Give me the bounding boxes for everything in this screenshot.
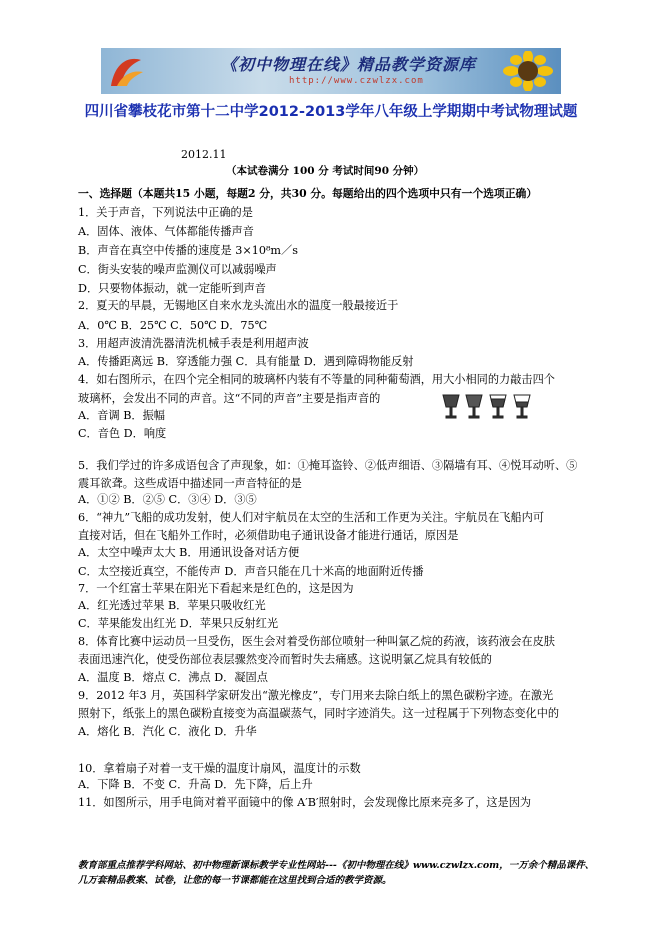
question-line: A．传播距离远 B．穿透能力强 C．具有能量 D．遇到障碍物能反射: [78, 355, 414, 368]
question-line: 4．如右图所示，在四个完全相同的玻璃杯内装有不等量的同种葡萄酒，用大小相同的力敲击四个: [78, 373, 555, 386]
banner-url[interactable]: http://www.czwlzx.com: [289, 76, 424, 86]
question-line: 1．关于声音，下列说法中正确的是: [78, 206, 253, 219]
question-line: 2．夏天的早晨，无锡地区自来水龙头流出水的温度一般最接近于: [78, 299, 399, 312]
question-line: A．0℃ B．25℃ C．50℃ D．75℃: [78, 319, 268, 332]
question-line: 11．如图所示，用手电筒对着平面镜中的像 A′B′照射时，会发现像比原来亮多了，这是因为: [78, 796, 532, 809]
question-line: 直接对话，但在飞船外工作时，必须借助电子通讯设备才能进行通话，原因是: [78, 529, 459, 542]
question-line: C．音色 D．响度: [78, 427, 167, 440]
question-line: A．音调 B．振幅: [78, 409, 165, 422]
question-line: C．街头安装的噪声监测仪可以减弱噪声: [78, 263, 277, 276]
question-line: A．太空中噪声太大 B．用通讯设备对话方便: [78, 546, 300, 559]
document-title: 四川省攀枝花市第十二中学2012-2013学年八年级上学期期中考试物理试题: [84, 104, 578, 120]
question-line: 3．用超声波清洗器清洗机械手表是利用超声波: [78, 337, 309, 350]
question-line: A．温度 B．熔点 C．沸点 D．凝固点: [78, 671, 268, 684]
question-line: 8．体育比赛中运动员一旦受伤，医生会对着受伤部位喷射一种叫氯乙烷的药液，该药液会在皮肤: [78, 635, 555, 648]
question-line: 7．一个红富士苹果在阳光下看起来是红色的，这是因为: [78, 582, 354, 595]
question-line: C．苹果能发出红光 D．苹果只反射红光: [78, 617, 279, 630]
question-line: 5．我们学过的许多成语包含了声现象，如：①掩耳盗铃、②低声细语、③隔墙有耳、④悦耳动听、⑤: [78, 459, 578, 472]
wine-glasses-figure: [440, 393, 535, 421]
question-line: 10．拿着扇子对着一支干燥的温度计扇风，温度计的示数: [78, 762, 361, 775]
question-line: 玻璃杯，会发出不同的声音。这“不同的声音”主要是指声音的: [78, 392, 381, 405]
section-heading: 一、选择题（本题共15 小题，每题2 分，共30 分。每题给出的四个选项中只有一个选项正确）: [78, 187, 538, 200]
banner-title: 《初中物理在线》精品教学资源库: [221, 55, 477, 74]
question-line: B．声音在真空中传播的速度是 3×10⁸m／s: [78, 244, 298, 257]
question-line: C．太空接近真空，不能传声 D．声音只能在几十米高的地面附近传播: [78, 565, 424, 578]
exam-date: 2012.11: [181, 148, 227, 161]
question-line: 6．“神九”飞船的成功发射，使人们对宇航员在太空的生活和工作更为关注。宇航员在飞船内可: [78, 511, 545, 524]
question-line: 照射下，纸张上的黑色碳粉直接变为高温碳蒸气，同时字迹消失。这一过程属于下列物态变化中的: [78, 707, 560, 720]
question-line: 震耳欲聋。这些成语中描述同一声音特征的是: [78, 477, 302, 490]
question-line: A．①② B．②⑤ C．③④ D．③⑤: [78, 493, 257, 506]
question-line: A．红光透过苹果 B．苹果只吸收红光: [78, 599, 266, 612]
exam-info: （本试卷满分 100 分 考试时间90 分钟）: [226, 165, 425, 177]
question-line: A．固体、液体、气体都能传播声音: [78, 225, 254, 238]
question-line: D．只要物体振动，就一定能听到声音: [78, 282, 266, 295]
question-line: A．下降 B．不变 C．升高 D．先下降，后上升: [78, 778, 313, 791]
footer-note: 教育部重点推荐学科网站、初中物理新课标教学专业性网站---《初中物理在线》www.czwlzx.com，一万余个精品课件、几万套精品教案、试卷，让您的每一节课都能在这里找到合适的教学资源。: [78, 860, 595, 886]
question-line: 表面迅速汽化，使受伤部位表层骤然变冷而暂时失去痛感。这说明氯乙烷具有较低的: [78, 653, 492, 666]
logo-icon: [107, 52, 147, 90]
sunflower-icon: [503, 51, 553, 91]
question-line: 9．2012 年3 月，英国科学家研发出“激光橡皮”，专门用来去除白纸上的黑色碳粉字迹。在激光: [78, 689, 554, 702]
header-banner: [101, 48, 561, 94]
question-line: A．熔化 B．汽化 C．液化 D．升华: [78, 725, 257, 738]
